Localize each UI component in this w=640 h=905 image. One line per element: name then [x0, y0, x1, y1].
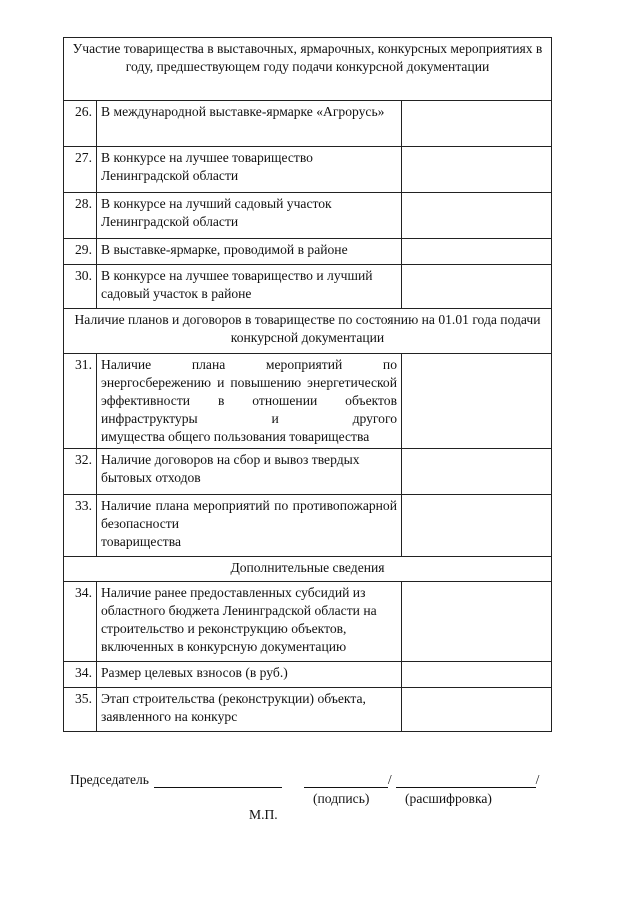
slash-separator: / [387, 772, 392, 787]
section-header-row [64, 557, 552, 582]
chairman-blank [154, 773, 282, 788]
row-text: В выставке-ярмарке, проводимой в районе [97, 239, 402, 265]
signature-line [70, 772, 550, 788]
row-number: 27. [64, 147, 97, 193]
table-row [64, 449, 552, 495]
row-value-cell [402, 265, 552, 309]
decoding-blank [396, 773, 536, 788]
row-number: 34. [64, 582, 97, 662]
row-text: Наличие плана мероприятий по энергосбережению и повышению энергетической эффективности в отношении объектов инфраструктуры и другого имущества общего пользования товарищества [97, 354, 402, 449]
row-text: В конкурсе на лучшее товарищество Ленинградской области [97, 147, 402, 193]
row-number: 33. [64, 495, 97, 557]
row-value-cell [402, 147, 552, 193]
row-text: В конкурсе на лучшее товарищество и лучший садовый участок в районе [97, 265, 402, 309]
row-number: 31. [64, 354, 97, 449]
row-number: 34. [64, 662, 97, 688]
row-value-cell [402, 688, 552, 732]
section-header-row [64, 38, 552, 101]
row-number: 35. [64, 688, 97, 732]
stamp-label: М.П. [249, 807, 278, 822]
row-value-cell [402, 582, 552, 662]
row-text: В конкурсе на лучший садовый участок Ленинградской области [97, 193, 402, 239]
row-number: 28. [64, 193, 97, 239]
slash-separator-end: / [535, 772, 540, 787]
row-text: Наличие ранее предоставленных субсидий из областного бюджета Ленинградской области на строительство и реконструкцию объектов, включенных в конкурсную документацию [97, 582, 402, 662]
section-participation: Участие товарищества в выставочных, ярмарочных, конкурсных мероприятиях в году, предшествующем году подачи конкурсной документации [64, 38, 552, 101]
row-text: Этап строительства (реконструкции) объекта, заявленного на конкурс [97, 688, 402, 732]
section-header-row [64, 309, 552, 354]
row-number: 30. [64, 265, 97, 309]
row-value-cell [402, 193, 552, 239]
row-number: 32. [64, 449, 97, 495]
caption-decoding: (расшифровка) [405, 791, 492, 806]
application-form-table [63, 37, 552, 732]
table-row [64, 582, 552, 662]
table-row [64, 265, 552, 309]
table-row [64, 495, 552, 557]
row-text: Размер целевых взносов (в руб.) [97, 662, 402, 688]
table-row [64, 239, 552, 265]
row-value-cell [402, 449, 552, 495]
section-plans: Наличие планов и договоров в товариществе по состоянию на 01.01 года подачи конкурсной документации [64, 309, 552, 354]
row-value-cell [402, 101, 552, 147]
table-row [64, 354, 552, 449]
row-text: В международной выставке-ярмарке «Агрорусь» [97, 101, 402, 147]
row-number: 26. [64, 101, 97, 147]
section-additional: Дополнительные сведения [64, 557, 552, 582]
chairman-label: Председатель [70, 772, 149, 787]
row-text: Наличие плана мероприятий по противопожарной безопасности товарищества [97, 495, 402, 557]
table-row [64, 193, 552, 239]
table-row [64, 101, 552, 147]
row-value-cell [402, 239, 552, 265]
row-value-cell [402, 354, 552, 449]
row-number: 29. [64, 239, 97, 265]
signature-blank [304, 773, 388, 788]
row-text: Наличие договоров на сбор и вывоз твердых бытовых отходов [97, 449, 402, 495]
caption-signature: (подпись) [313, 791, 370, 806]
row-value-cell [402, 495, 552, 557]
table-row [64, 147, 552, 193]
table-row [64, 662, 552, 688]
row-value-cell [402, 662, 552, 688]
table-row [64, 688, 552, 732]
